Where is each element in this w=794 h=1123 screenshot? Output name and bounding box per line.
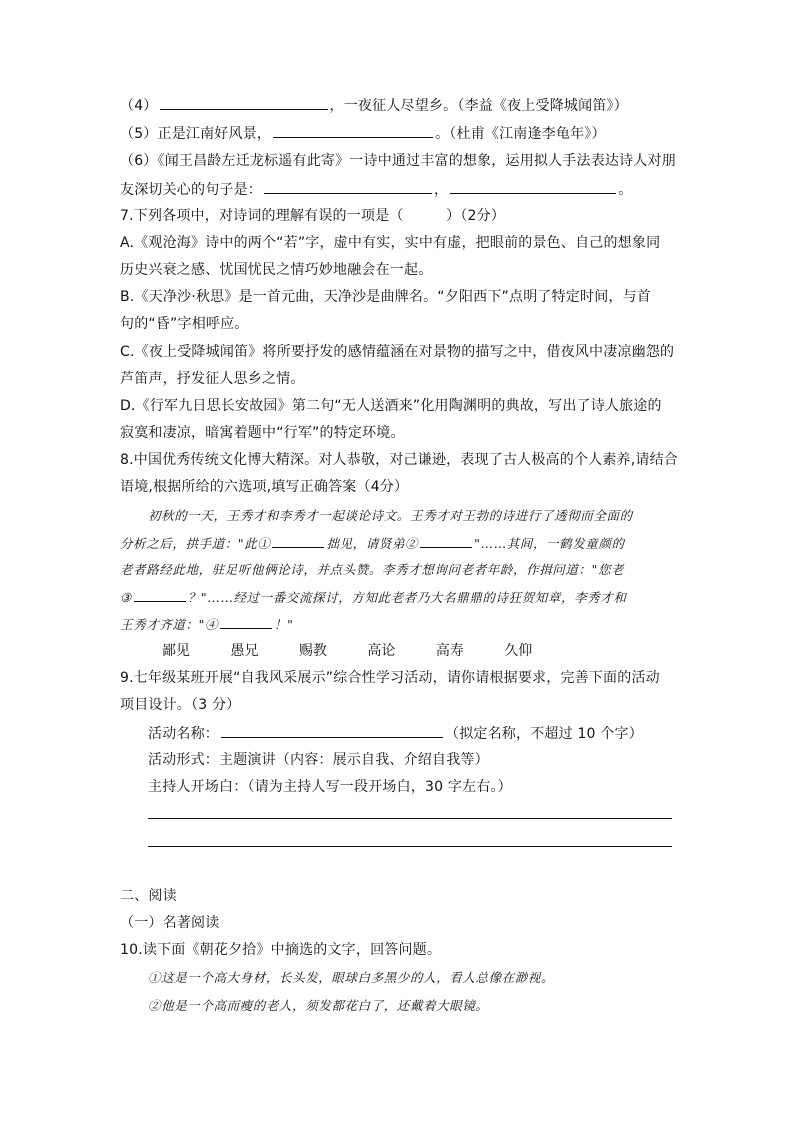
- q6-item6-line2: [120, 179, 632, 200]
- q8-passage-line1: 初秋的一天，王秀才和李秀才一起谈论诗文。王秀才对王勃的诗进行了透彻而全面的: [148, 508, 633, 523]
- activity-name-label: 活动名称：: [148, 726, 219, 742]
- blank-3[interactable]: [134, 587, 186, 602]
- q9-host-opening: 主持人开场白：（请为主持人写一段开场白，30 字左右。）: [148, 779, 512, 795]
- q7-option-c-line1: C.《夜上受降城闻笛》将所要抒发的感情蕴涵在对景物的描写之中，借夜风中凄凉幽怨的: [120, 344, 675, 360]
- q6-item6-line1: （6）《闻王昌龄左迁龙标遥有此寄》一诗中通过丰富的想象，运用拟人手法表达诗人对朋: [120, 153, 676, 169]
- period: 。: [618, 182, 633, 198]
- q8-option: 愚兄: [230, 643, 259, 659]
- answer-line-2[interactable]: [148, 846, 672, 847]
- blank-item6a[interactable]: [264, 179, 432, 194]
- passage-text: ！": [274, 617, 294, 632]
- section-heading: 二、阅读: [120, 888, 177, 904]
- blank-item4[interactable]: [160, 95, 328, 110]
- q8-option: 鄙见: [162, 643, 190, 659]
- q6-item6-prompt: 友深切关心的句子是：: [120, 182, 262, 198]
- q8-option: 高论: [367, 643, 396, 659]
- blank-item6b[interactable]: [450, 179, 616, 194]
- passage-text: 王秀才齐道："④: [120, 617, 219, 632]
- q10-excerpt-1: ①这是一个高大身材，长头发，眼球白多黑少的人，看人总像在渺视。: [148, 970, 555, 985]
- subsection-heading: （一）名著阅读: [120, 915, 220, 931]
- activity-name-blank[interactable]: [221, 723, 443, 738]
- q6-item5: [120, 123, 606, 144]
- q7-option-a-line2: 历史兴衰之感、忧国忧民之情巧妙地融会在一起。: [120, 262, 433, 278]
- blank-1[interactable]: [272, 533, 324, 548]
- blank-item5[interactable]: [273, 123, 433, 138]
- q9-activity-form: 活动形式：主题演讲（内容：展示自我、介绍自我等）: [148, 752, 489, 768]
- q7-option-b-line1: B.《天净沙·秋思》是一首元曲，天净沙是曲牌名。“夕阳西下”点明了特定时间，与首: [120, 289, 652, 305]
- q7-option-d-line1: D.《行军九日思长安故园》第二句“无人送酒来”化用陶渊明的典故，写出了诗人旅途的: [120, 398, 662, 414]
- q6-item5-text: （5）正是江南好风景，: [120, 126, 272, 142]
- passage-text: 分析之后，拱手道："此①: [120, 536, 271, 551]
- q6-item4-number: （4）: [120, 98, 158, 114]
- q8-passage-line3: 老者路经此地，驻足听他俩论诗，并点头赞。李秀才想询问老者年龄，作揖问道："您老: [120, 562, 625, 577]
- q8-option: 赐教: [298, 643, 327, 659]
- q9-stem-line1: 9.七年级某班开展“自我风采展示”综合性学习活动，请你请根据要求，完善下面的活动: [120, 670, 660, 686]
- q7-option-d-line2: 寂寞和凄凉，暗寓着题中“行军”的特定环境。: [120, 425, 405, 441]
- q8-stem-line2: 语境,根据所给的六选项,填写正确答案（4分）: [120, 479, 409, 495]
- answer-line-1[interactable]: [148, 818, 672, 819]
- q7-option-b-line2: 句的“昏”字相呼应。: [120, 316, 249, 332]
- q9-stem-line2: 项目设计。（3 分）: [120, 697, 241, 713]
- q7-option-a-line1: A.《观沧海》诗中的两个“若”字，虚中有实，实中有虚，把眼前的景色、自己的想象同: [120, 235, 661, 251]
- comma: ，: [434, 182, 449, 198]
- q7-option-c-line2: 芦笛声，抒发征人思乡之情。: [120, 371, 305, 387]
- q8-passage-line5: [120, 614, 294, 635]
- passage-text: ？"……经过一番交流探讨，方知此老者乃大名鼎鼎的诗狂贺知章，李秀才和: [187, 590, 627, 605]
- q8-option: 高寿: [435, 643, 464, 659]
- q6-item4-text: ，一夜征人尽望乡。（李益《夜上受降城闻笛》）: [329, 98, 628, 114]
- q6-item4: [120, 95, 628, 116]
- q8-options: [162, 640, 568, 660]
- passage-text: 拙见，请贤弟②: [326, 536, 419, 551]
- q10-excerpt-2: ②他是一个高而瘦的老人，须发都花白了，还戴着大眼镜。: [148, 998, 489, 1013]
- q8-passage-line4: [120, 587, 626, 608]
- q9-activity-name: [148, 723, 643, 744]
- q6-item5-source: 。（杜甫《江南逢李龟年》）: [435, 126, 606, 142]
- q8-passage-line2: [120, 533, 625, 554]
- blank-4[interactable]: [220, 614, 272, 629]
- activity-name-hint: （拟定名称，不超过 10 个字）: [445, 726, 643, 742]
- q7-stem: 7.下列各项中，对诗词的理解有误的一项是（ ）（2分）: [120, 208, 506, 224]
- q8-option: 久仰: [504, 643, 533, 659]
- passage-text: ③: [120, 590, 132, 605]
- q8-stem-line1: 8.中国优秀传统文化博大精深。对人恭敬，对己谦逊，表现了古人极高的个人素养,请结合: [120, 452, 679, 468]
- passage-text: "……其间，一鹤发童颜的: [474, 536, 625, 551]
- q10-stem: 10.读下面《朝花夕拾》中摘选的文字，回答问题。: [120, 942, 442, 958]
- blank-2[interactable]: [420, 533, 472, 548]
